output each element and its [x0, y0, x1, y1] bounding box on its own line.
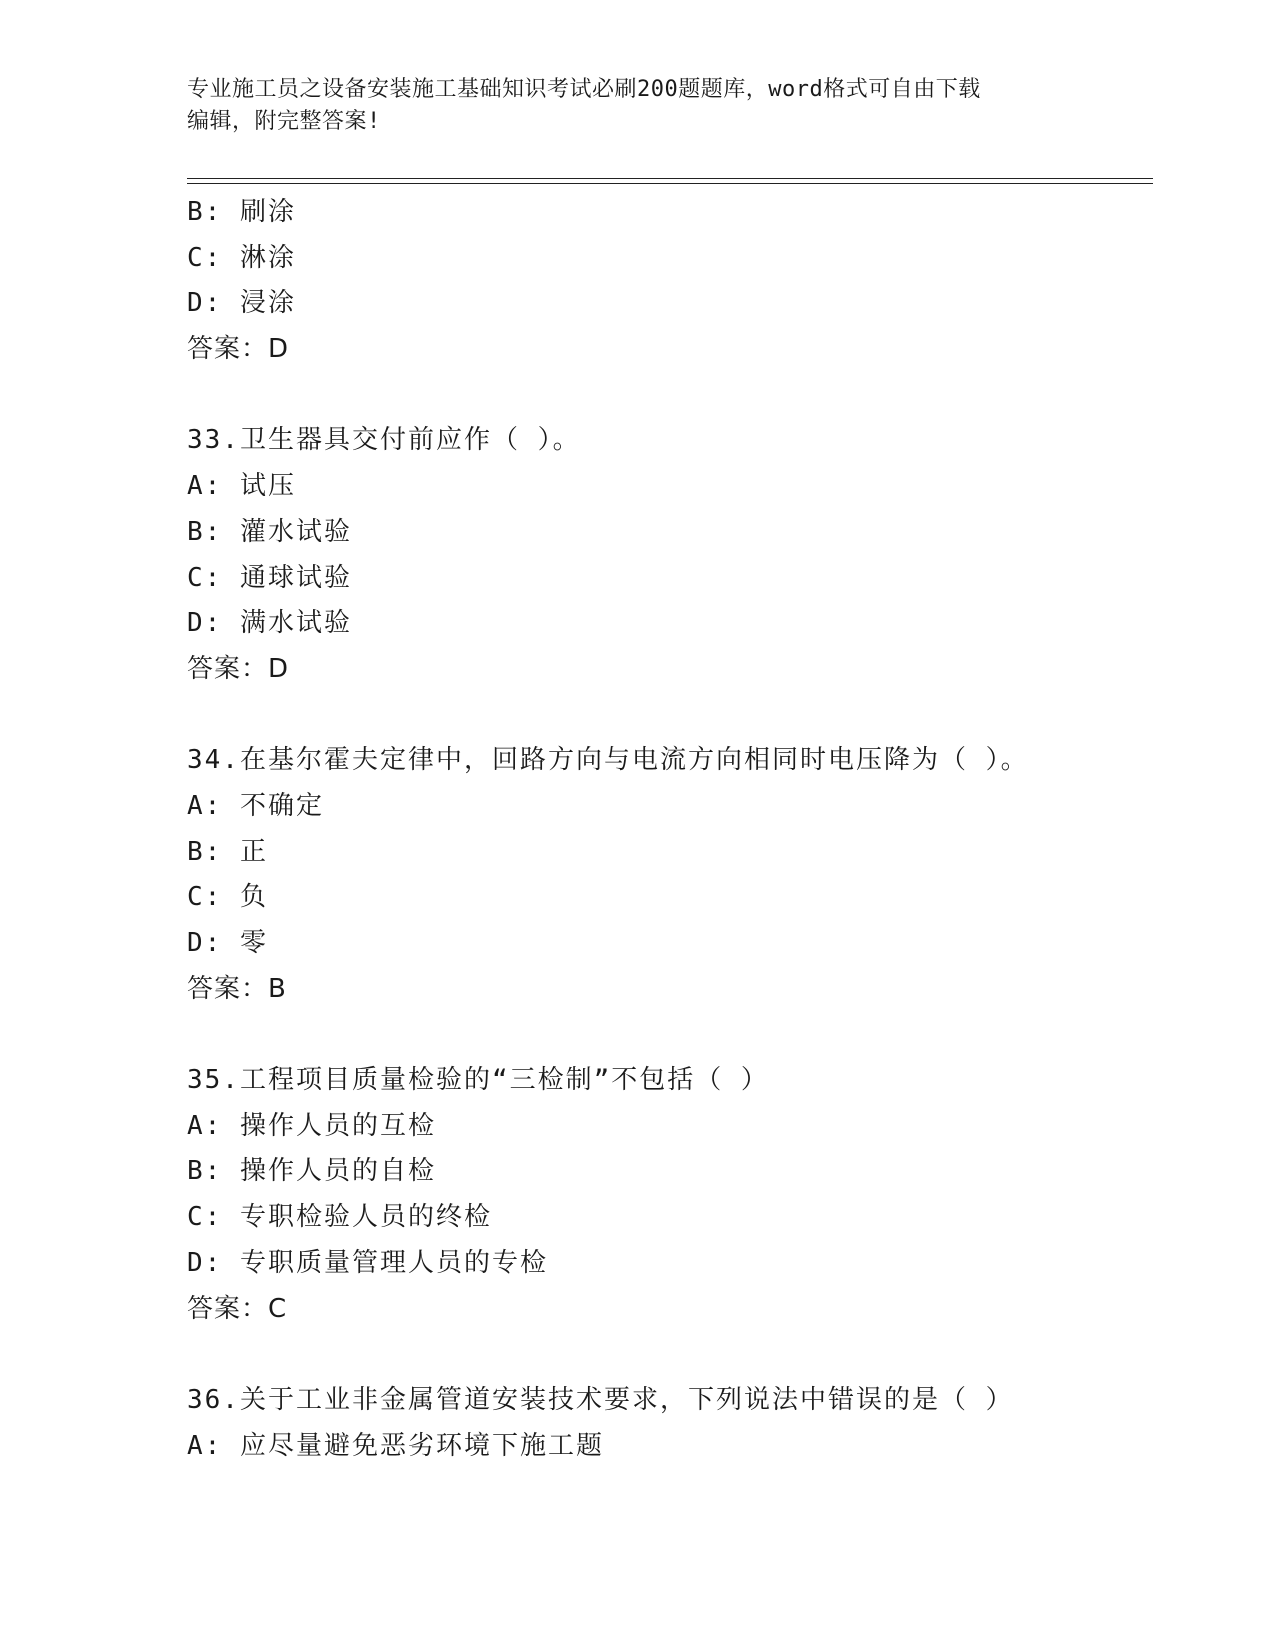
- question-35: [187, 1058, 1153, 1332]
- option-d: D: 浸涂: [187, 288, 296, 319]
- question-list: [187, 190, 1153, 1469]
- question-34: [187, 738, 1153, 1012]
- header-line-1: 专业施工员之设备安装施工基础知识考试必刷200题题库，word格式可自由下载: [187, 77, 981, 102]
- answer-line: 答案：D: [187, 334, 290, 365]
- question-stem: 35.工程项目质量检验的“三检制”不包括（ ）: [187, 1065, 769, 1096]
- question-stem: 36.关于工业非金属管道安装技术要求，下列说法中错误的是（ ）: [187, 1384, 1014, 1415]
- question-32-partial: [187, 190, 1153, 373]
- header-line-2: 编辑，附完整答案!: [187, 109, 381, 134]
- option-a: A: 不确定: [187, 790, 324, 821]
- question-33: [187, 418, 1153, 692]
- answer-line: 答案：D: [187, 653, 290, 684]
- answer-line: 答案：C: [187, 1293, 288, 1324]
- question-36: [187, 1378, 1153, 1469]
- option-b: B: 操作人员的自检: [187, 1156, 436, 1187]
- header-divider-top: [187, 178, 1153, 179]
- question-stem: 33.卫生器具交付前应作（ ）。: [187, 425, 581, 456]
- option-d: D: 专职质量管理人员的专检: [187, 1247, 548, 1278]
- option-b: B: 灌水试验: [187, 516, 352, 547]
- question-stem: 34.在基尔霍夫定律中，回路方向与电流方向相同时电压降为（ ）。: [187, 745, 1029, 776]
- option-d: D: 零: [187, 928, 268, 958]
- option-a: A: 应尽量避免恶劣环境下施工题: [187, 1430, 604, 1461]
- option-d: D: 满水试验: [187, 608, 352, 639]
- option-a: A: 操作人员的互检: [187, 1110, 436, 1141]
- option-b: B: 刷涂: [187, 197, 296, 227]
- answer-line: 答案：B: [187, 973, 287, 1004]
- option-a: A: 试压: [187, 471, 296, 502]
- option-b: B: 正: [187, 836, 268, 867]
- option-c: C: 淋涂: [187, 242, 296, 273]
- document-header: [187, 74, 1077, 138]
- option-c: C: 通球试验: [187, 562, 352, 593]
- option-c: C: 负: [187, 882, 268, 913]
- header-divider-bottom: [187, 183, 1153, 184]
- option-c: C: 专职检验人员的终检: [187, 1202, 492, 1233]
